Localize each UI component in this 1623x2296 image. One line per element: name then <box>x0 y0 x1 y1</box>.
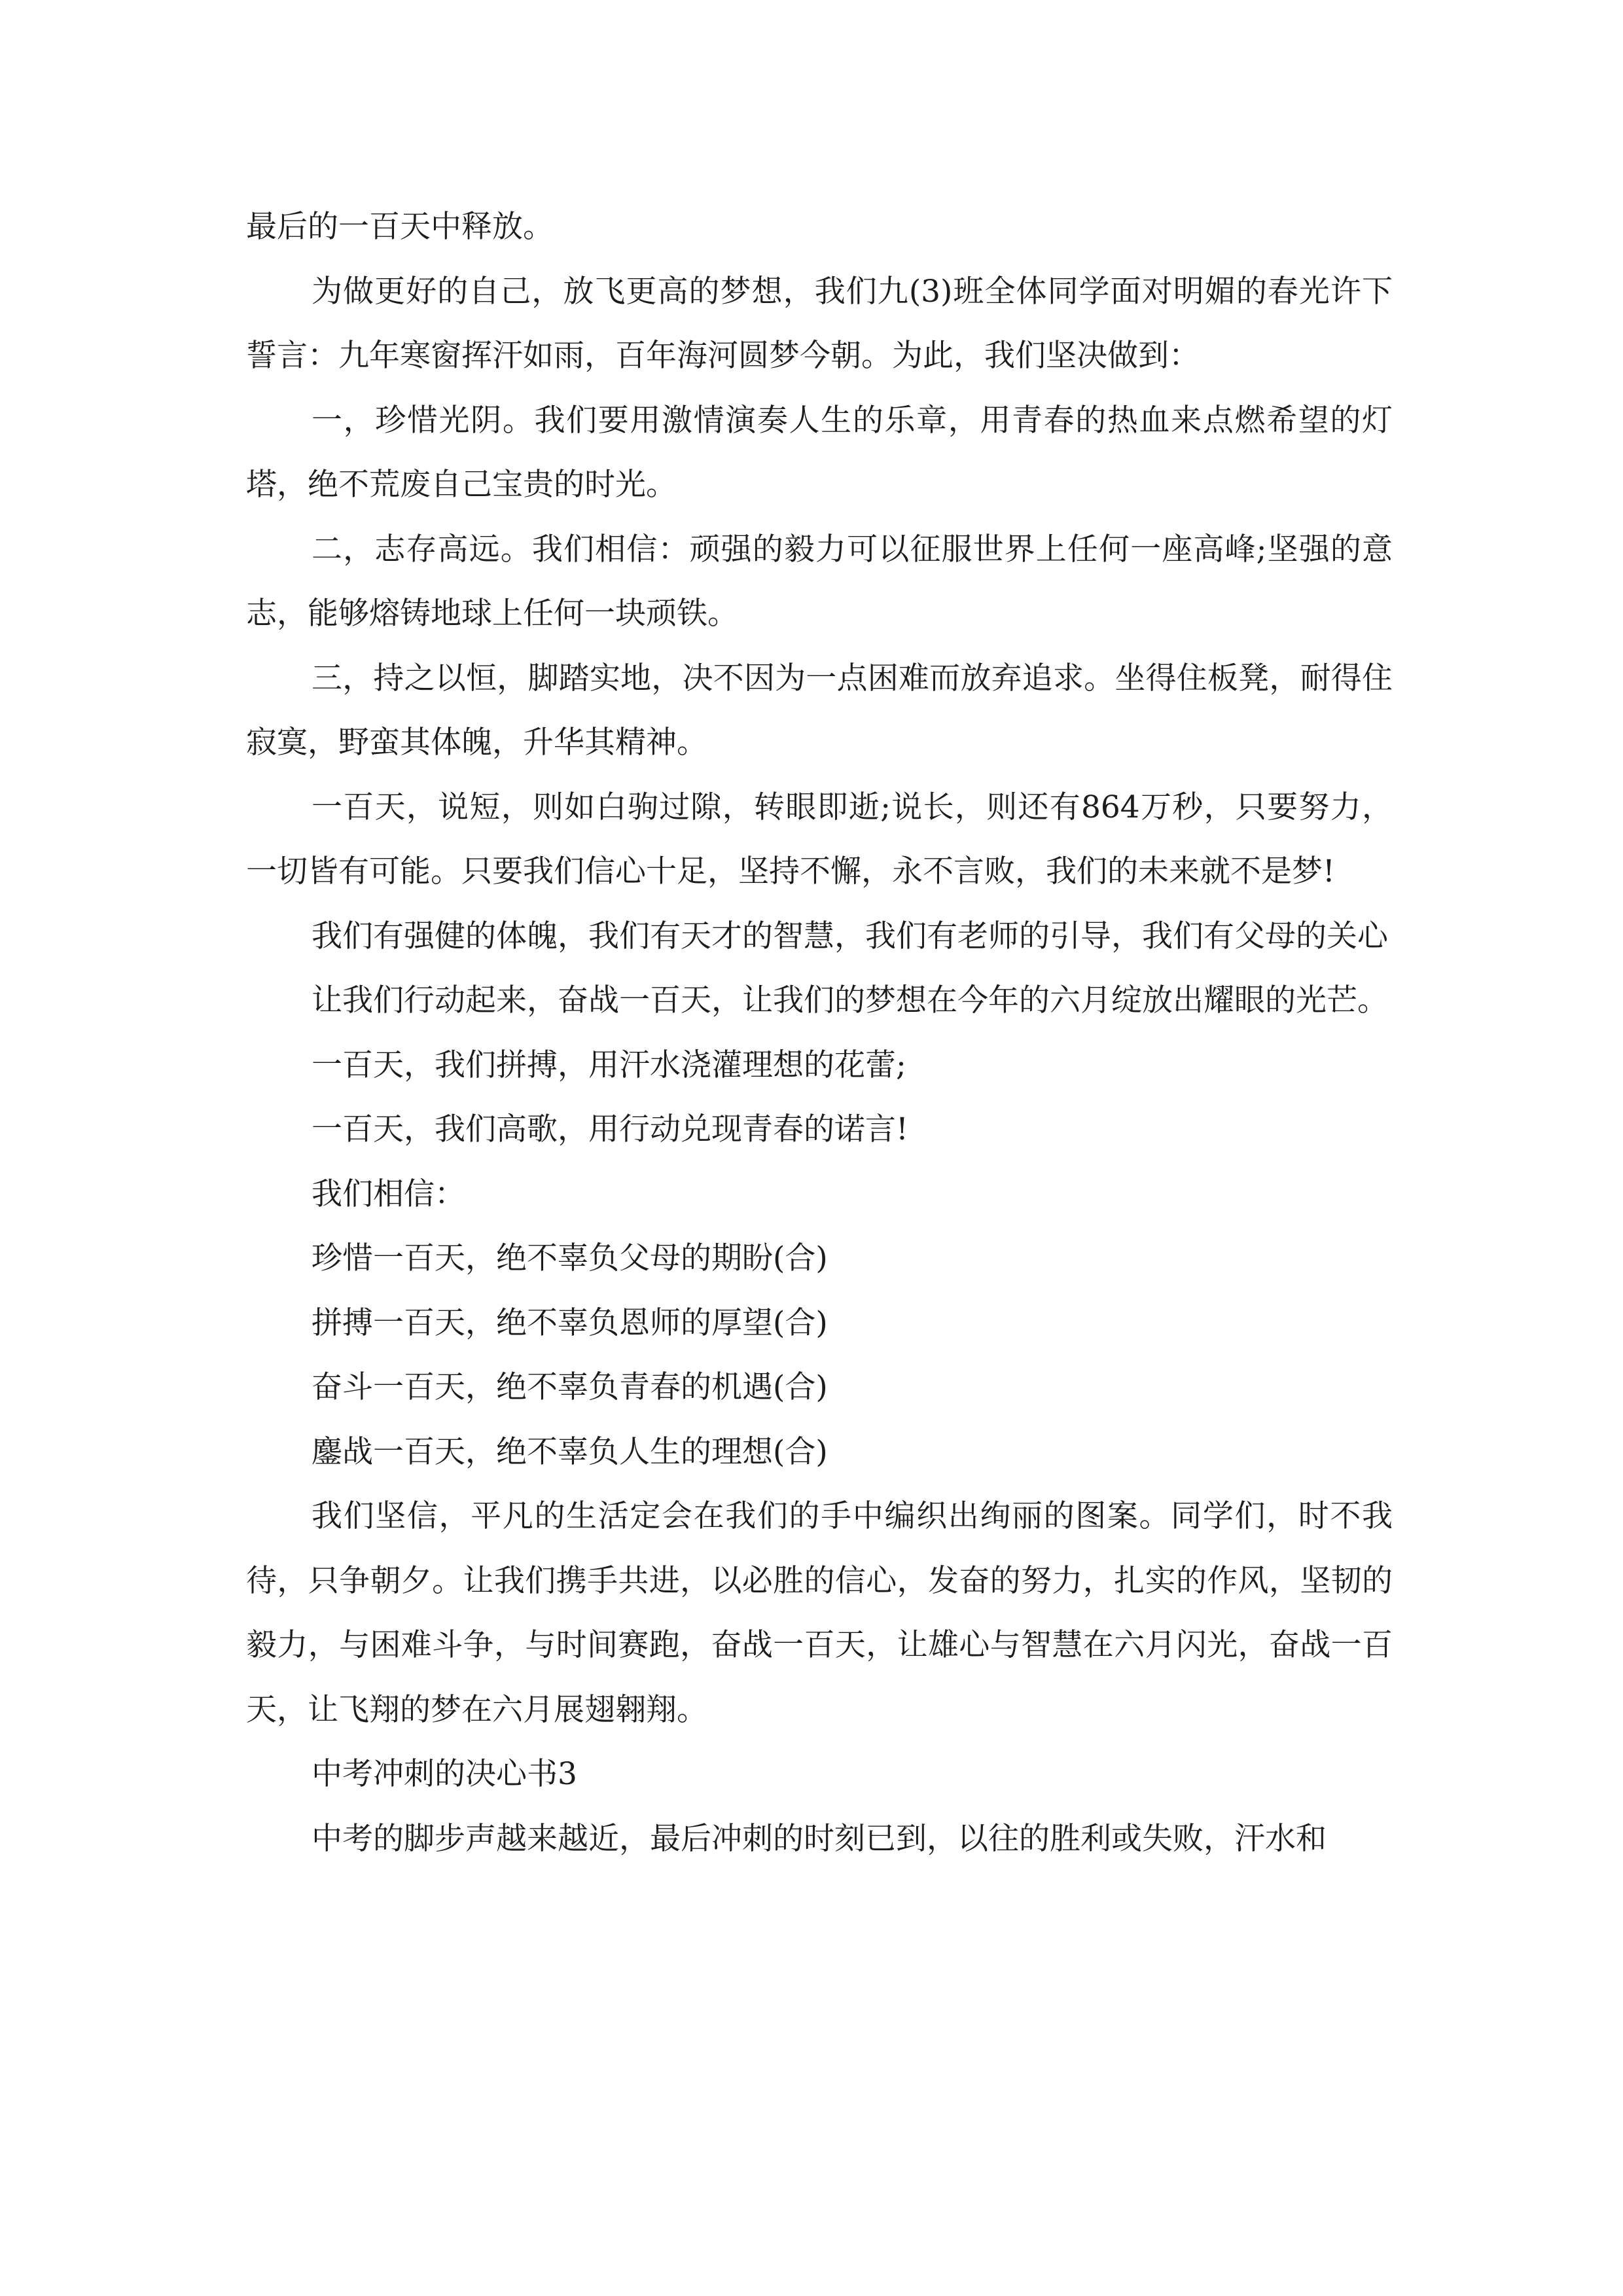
paragraph: 一百天，说短，则如白驹过隙，转眼即逝;说长，则还有864万秒，只要努力，一切皆有可能。只要我们信心十足，坚持不懈，永不言败，我们的未来就不是梦! <box>246 789 1393 889</box>
pledge-line: 拼搏一百天，绝不辜负恩师的厚望(合) <box>312 1304 828 1341</box>
paragraph: 我们相信： <box>312 1175 465 1212</box>
paragraph: 我们坚信，平凡的生活定会在我们的手中编织出绚丽的图案。同学们，时不我待，只争朝夕。让我们携手共进，以必胜的信心，发奋的努力，扎实的作风，坚韧的毅力，与困难斗争，与时间赛跑，奋战一百天，让雄心与智慧在六月闪光，奋战一百天，让飞翔的梦在六月展翅翱翔。 <box>246 1498 1393 1728</box>
document-body <box>246 195 1393 1871</box>
paragraph: 一百天，我们拼搏，用汗水浇灌理想的花蕾; <box>312 1047 906 1083</box>
paragraph: 中考的脚步声越来越近，最后冲刺的时刻已到，以往的胜利或失败，汗水和 <box>312 1820 1327 1857</box>
pledge-line: 珍惜一百天，绝不辜负父母的期盼(合) <box>312 1240 828 1276</box>
paragraph: 一，珍惜光阴。我们要用激情演奏人生的乐章，用青春的热血来点燃希望的灯塔，绝不荒废自己宝贵的时光。 <box>246 402 1393 503</box>
paragraph: 二，志存高远。我们相信：顽强的毅力可以征服世界上任何一座高峰;坚强的意志，能够熔铸地球上任何一块顽铁。 <box>246 531 1393 632</box>
paragraph: 一百天，我们高歌，用行动兑现青春的诺言! <box>312 1111 908 1147</box>
paragraph: 为做更好的自己，放飞更高的梦想，我们九(3)班全体同学面对明媚的春光许下誓言：九年寒窗挥汗如雨，百年海河圆梦今朝。为此，我们坚决做到： <box>246 273 1393 374</box>
paragraph: 三，持之以恒，脚踏实地，决不因为一点困难而放弃追求。坐得住板凳，耐得住寂寞，野蛮其体魄，升华其精神。 <box>246 660 1393 761</box>
paragraph: 我们有强健的体魄，我们有天才的智慧，我们有老师的引导，我们有父母的关心 <box>312 918 1388 954</box>
pledge-line: 奋斗一百天，绝不辜负青春的机遇(合) <box>312 1369 828 1405</box>
paragraph: 让我们行动起来，奋战一百天，让我们的梦想在今年的六月绽放出耀眼的光芒。 <box>312 982 1388 1018</box>
paragraph: 最后的一百天中释放。 <box>246 209 554 245</box>
section-heading: 中考冲刺的决心书3 <box>312 1756 577 1792</box>
pledge-line: 鏖战一百天，绝不辜负人生的理想(合) <box>312 1433 828 1470</box>
